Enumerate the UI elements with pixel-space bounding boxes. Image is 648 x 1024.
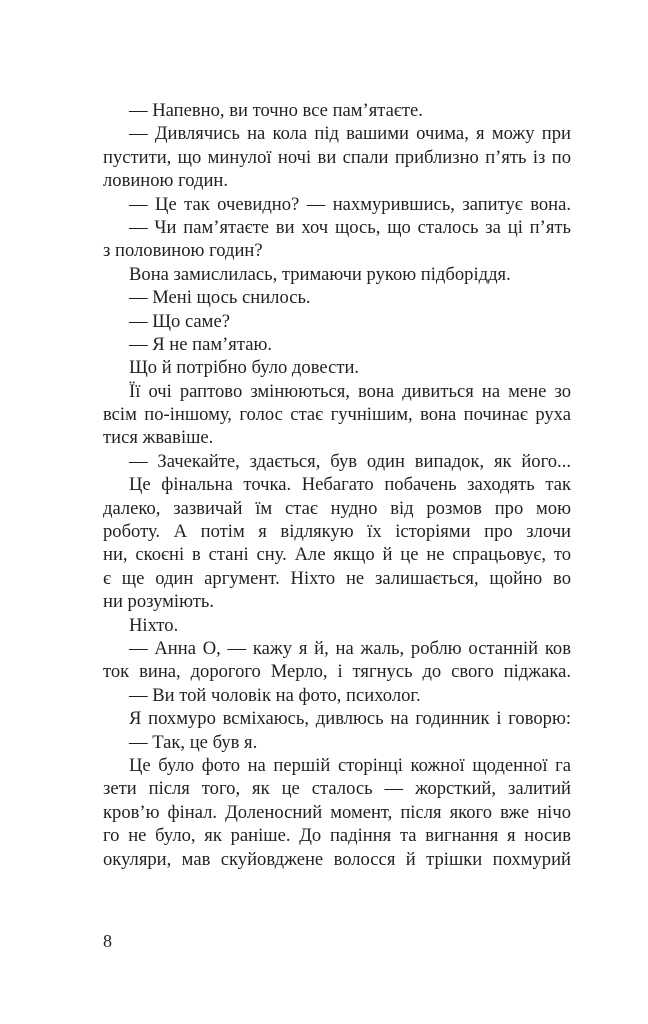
body-text <box>103 99 571 871</box>
text-line: — Так, це був я. <box>129 731 258 753</box>
text-line: — Зачекайте, здається, був один випадок, як його... <box>129 450 571 472</box>
text-line: — Дивлячись на кола під вашими очима, я можу при <box>129 123 571 145</box>
text-line: го не було, як раніше. До падіння та вигнання я носив <box>103 825 571 847</box>
text-line: — Це так очевидно? — нахмурившись, запитує вона. <box>129 193 571 215</box>
text-line: кров’ю фінал. Доленосний момент, після якого вже нічо <box>103 801 571 823</box>
page-number: 8 <box>103 931 112 951</box>
text-line: Я похмуро всміхаюсь, дивлюсь на годинник і говорю: <box>129 708 571 730</box>
text-line: з половиною годин? <box>103 240 263 262</box>
text-line: Її очі раптово змінюються, вона дивиться на мене зо <box>129 380 571 402</box>
text-line: ни, скоєні в стані сну. Але якщо й це не спрацьовує, то <box>103 544 571 566</box>
text-line: є ще один аргумент. Ніхто не залишається, щойно во <box>103 567 571 589</box>
text-line: пустити, що минулої ночі ви спали приблизно п’ять із по <box>103 146 571 168</box>
text-line: Що й потрібно було довести. <box>129 357 360 379</box>
text-line: зети після того, як це сталось — жорсткий, залитий <box>103 778 571 800</box>
text-line: Вона замислилась, тримаючи рукою підборіддя. <box>129 263 511 285</box>
text-line: — Анна О, — кажу я й, на жаль, роблю останній ков <box>129 637 571 659</box>
text-line: ни розуміють. <box>103 591 214 613</box>
text-line: — Ви той чоловік на фото, психолог. <box>129 684 421 706</box>
text-line: окуляри, мав скуйовджене волосся й трішки похмурий <box>103 848 571 870</box>
text-line: ловиною годин. <box>103 170 229 192</box>
text-line: Це фінальна точка. Небагато побачень заходять так <box>129 474 571 496</box>
text-line: Це було фото на першій сторінці кожної щоденної га <box>129 754 571 776</box>
text-line: ток вина, дорогого Мерло, і тягнусь до свого піджака. <box>103 661 571 683</box>
text-line: — Мені щось снилось. <box>129 287 311 309</box>
text-line: — Чи пам’ятаєте ви хоч щось, що сталось за ці п’ять <box>129 216 571 238</box>
text-line: тися жвавіше. <box>103 427 214 449</box>
text-line: роботу. А потім я відлякую їх історіями про злочи <box>103 521 571 543</box>
text-line: далеко, зазвичай їм стає нудно від розмов про мою <box>103 497 571 519</box>
text-line: Ніхто. <box>129 614 179 636</box>
text-line: всім по-іншому, голос стає гучнішим, вона починає руха <box>103 404 571 426</box>
text-line: — Я не пам’ятаю. <box>129 333 273 355</box>
text-line: — Що саме? <box>129 310 230 332</box>
text-line: — Напевно, ви точно все пам’ятаєте. <box>129 100 423 121</box>
